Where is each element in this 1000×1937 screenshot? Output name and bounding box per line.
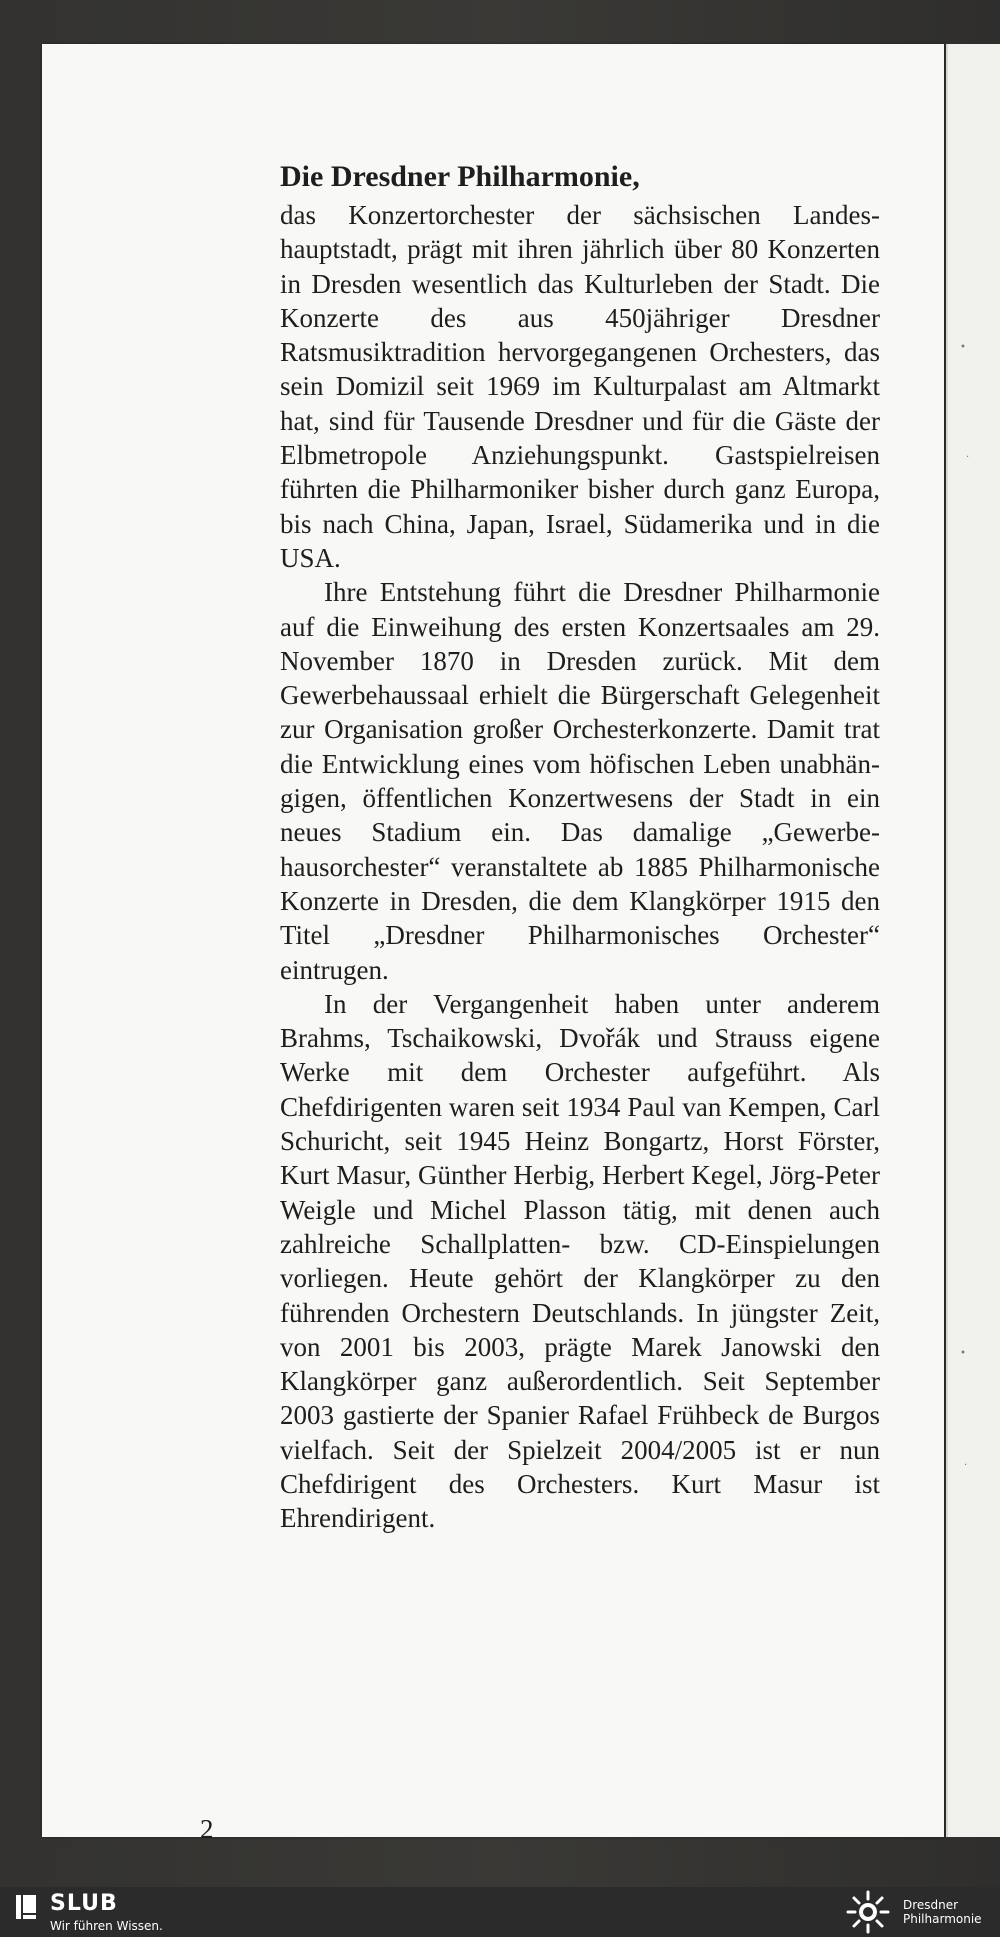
binding-mark: • <box>960 342 966 353</box>
page-number: 2 <box>200 1814 214 1844</box>
logo-line-1: Dresdner <box>903 1898 959 1912</box>
article-body <box>280 158 880 1536</box>
article-heading: Die Dresdner Philharmonie, <box>280 160 640 193</box>
slub-tagline: Wir führen Wissen. <box>50 1919 163 1933</box>
binding-mark: · <box>964 1460 968 1471</box>
logo-line-2: Philharmonie <box>903 1912 982 1926</box>
adjacent-page-edge <box>946 44 1000 1837</box>
dresdner-philharmonie-logo-text[interactable] <box>903 1898 982 1926</box>
binding-mark: · <box>966 452 970 463</box>
footer-bar <box>0 1887 1000 1937</box>
book-icon <box>14 1893 38 1921</box>
paragraph-1: das Konzertorchester der sächsischen Landeshauptstadt, prägt mit ihren jährlich über 80 Konzerten in Dresden wesentlich das Kulturleben der Stadt. Die Konzerte des aus 450jähriger Dresdner Ratsmusiktradition hervorgegangenen Orchesters, das sein Domizil seit 1969 im Kulturpalast am Altmarkt hat, sind für Tausende Dresdner und für die Gäste der Elbmetropole Anziehungspunkt. Gastspielreisen führten die Philharmoniker bisher durch ganz Europa, bis nach China, Japan, Israel, Südamerika und in die USA. <box>280 200 880 573</box>
paragraph-2: Ihre Entstehung führt die Dresdner Philharmonie auf die Einweihung des ersten Konzertsaales am 29. November 1870 in Dresden zurück. Mit dem Gewerbehaussaal erhielt die Bürgerschaft Gelegenheit zur Organisation großer Orchesterkonzerte. Damit trat die Entwicklung eines vom höfischen Leben unabhängigen, öffentlichen Konzertwesens der Stadt in ein neues Stadium ein. Das damalige „Gewerbehausorchester“ veranstaltete ab 1885 Philharmonische Konzerte in Dresden, die dem Klangkörper 1915 den Titel „Dresdner Philharmonisches Orchester“ eintrugen. <box>280 577 880 985</box>
sun-burst-logo-icon[interactable] <box>842 1890 894 1934</box>
document-page <box>42 44 944 1844</box>
paragraph-3: In der Vergangenheit haben unter anderem Brahms, Tschaikowski, Dvořák und Strauss eigene Werke mit dem Orchester aufgeführt. Als Chefdirigenten waren seit 1934 Paul van Kempen, Carl Schuricht, seit 1945 Heinz Bongartz, Horst Förster, Kurt Masur, Günther Herbig, Herbert Kegel, Jörg-Peter Weigle und Michel Plasson tätig, mit denen auch zahlreiche Schallplatten- bzw. CD-Einspielungen vorliegen. Heute gehört der Klangkörper zu den führenden Orchestern Deutschlands. In jüngster Zeit, von 2001 bis 2003, prägte Marek Janowski den Klangkörper ganz außerordentlich. Seit September 2003 gastierte der Spanier Rafael Frühbeck de Burgos vielfach. Seit der Spielzeit 2004/2005 ist er nun Chefdirigent des Orchesters. Kurt Masur ist Ehrendirigent. <box>280 988 880 1534</box>
slub-logo-text[interactable]: SLUB <box>50 1891 118 1916</box>
binding-mark: • <box>960 1348 966 1359</box>
